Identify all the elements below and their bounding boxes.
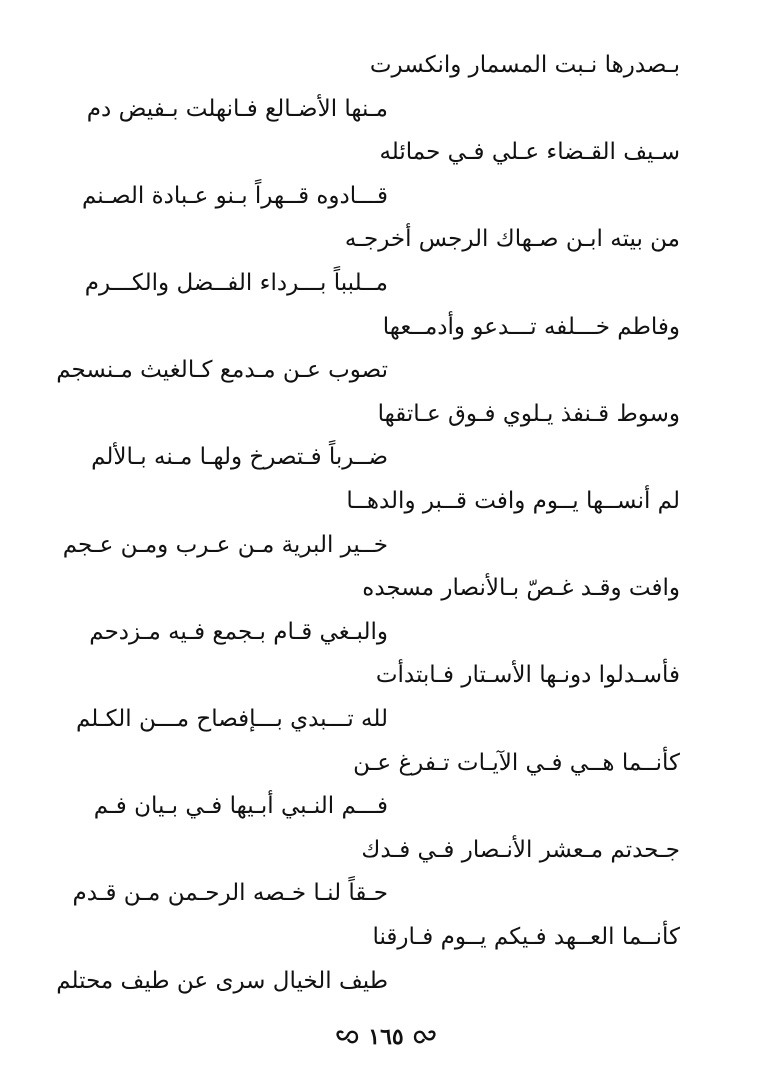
verse-second-hemistich: طيف الخيال سرى عن طيف محتلم bbox=[56, 967, 388, 994]
verse-first-hemistich: من بيته ابـن صـهاك الرجس أخرجـه bbox=[344, 226, 680, 253]
verse-first-hemistich: فأسـدلوا دونـها الأسـتار فـابتدأت bbox=[375, 662, 680, 689]
verse-second-hemistich: خــير البرية مـن عـرب ومـن عـجم bbox=[62, 531, 388, 558]
verse-first-hemistich: وسوط قـنفذ يـلوي فـوق عـاتقها bbox=[377, 400, 680, 427]
verse-second-hemistich: حـقاً لنـا خـصه الرحـمن مـن قـدم bbox=[72, 880, 388, 907]
verse-second-hemistich: مــلبباً بـــرداء الفــضل والكـــرم bbox=[84, 270, 388, 296]
page-footer bbox=[0, 1024, 772, 1060]
verse-first-hemistich: جـحدتم مـعشر الأنـصار فـي فـدك bbox=[361, 836, 680, 863]
ornament-left-icon bbox=[334, 1027, 360, 1047]
verse-second-hemistich: ضــرباً فـتصرخ ولهـا مـنه بـالألم bbox=[91, 444, 388, 471]
verse-second-hemistich: تصوب عـن مـدمع كـالغيث مـنسجم bbox=[56, 357, 388, 384]
verse-first-hemistich: كأنــما هــي فـي الآيـات تـفرغ عـن bbox=[353, 749, 680, 776]
page-number: ١٦٥ bbox=[368, 1024, 404, 1050]
verse-second-hemistich: قـــادوه قــهراً بـنو عـبادة الصـنم bbox=[81, 182, 388, 209]
verse-first-hemistich: وفاطم خـــلفه تـــدعو وأدمــعها bbox=[382, 313, 680, 340]
verse-first-hemistich: سـيف القـضاء عـلي فـي حمائله bbox=[379, 139, 680, 166]
verse-second-hemistich: مـنها الأضـالع فـانهلت بـفيض دم bbox=[86, 95, 388, 122]
ornament-right-icon bbox=[412, 1027, 438, 1047]
verse-first-hemistich: بـصدرها نـبت المسمار وانكسرت bbox=[369, 52, 680, 78]
verse-second-hemistich: والبـغي قـام بـجمع فـيه مـزدحم bbox=[89, 618, 388, 645]
verse-first-hemistich: لم أنســها يــوم وافت قــبر والدهــا bbox=[346, 488, 680, 514]
verse-first-hemistich: كأنــما العــهد فـيكم يــوم فـارقنا bbox=[372, 924, 680, 950]
verse-second-hemistich: لله تـــبدي بـــإفصاح مـــن الكـلم bbox=[75, 706, 388, 732]
verse-first-hemistich: وافت وقـد غـصّ بـالأنصار مسجده bbox=[362, 575, 680, 602]
verse-second-hemistich: فـــم النـبي أبـيها فـي بـيان فـم bbox=[93, 793, 388, 820]
